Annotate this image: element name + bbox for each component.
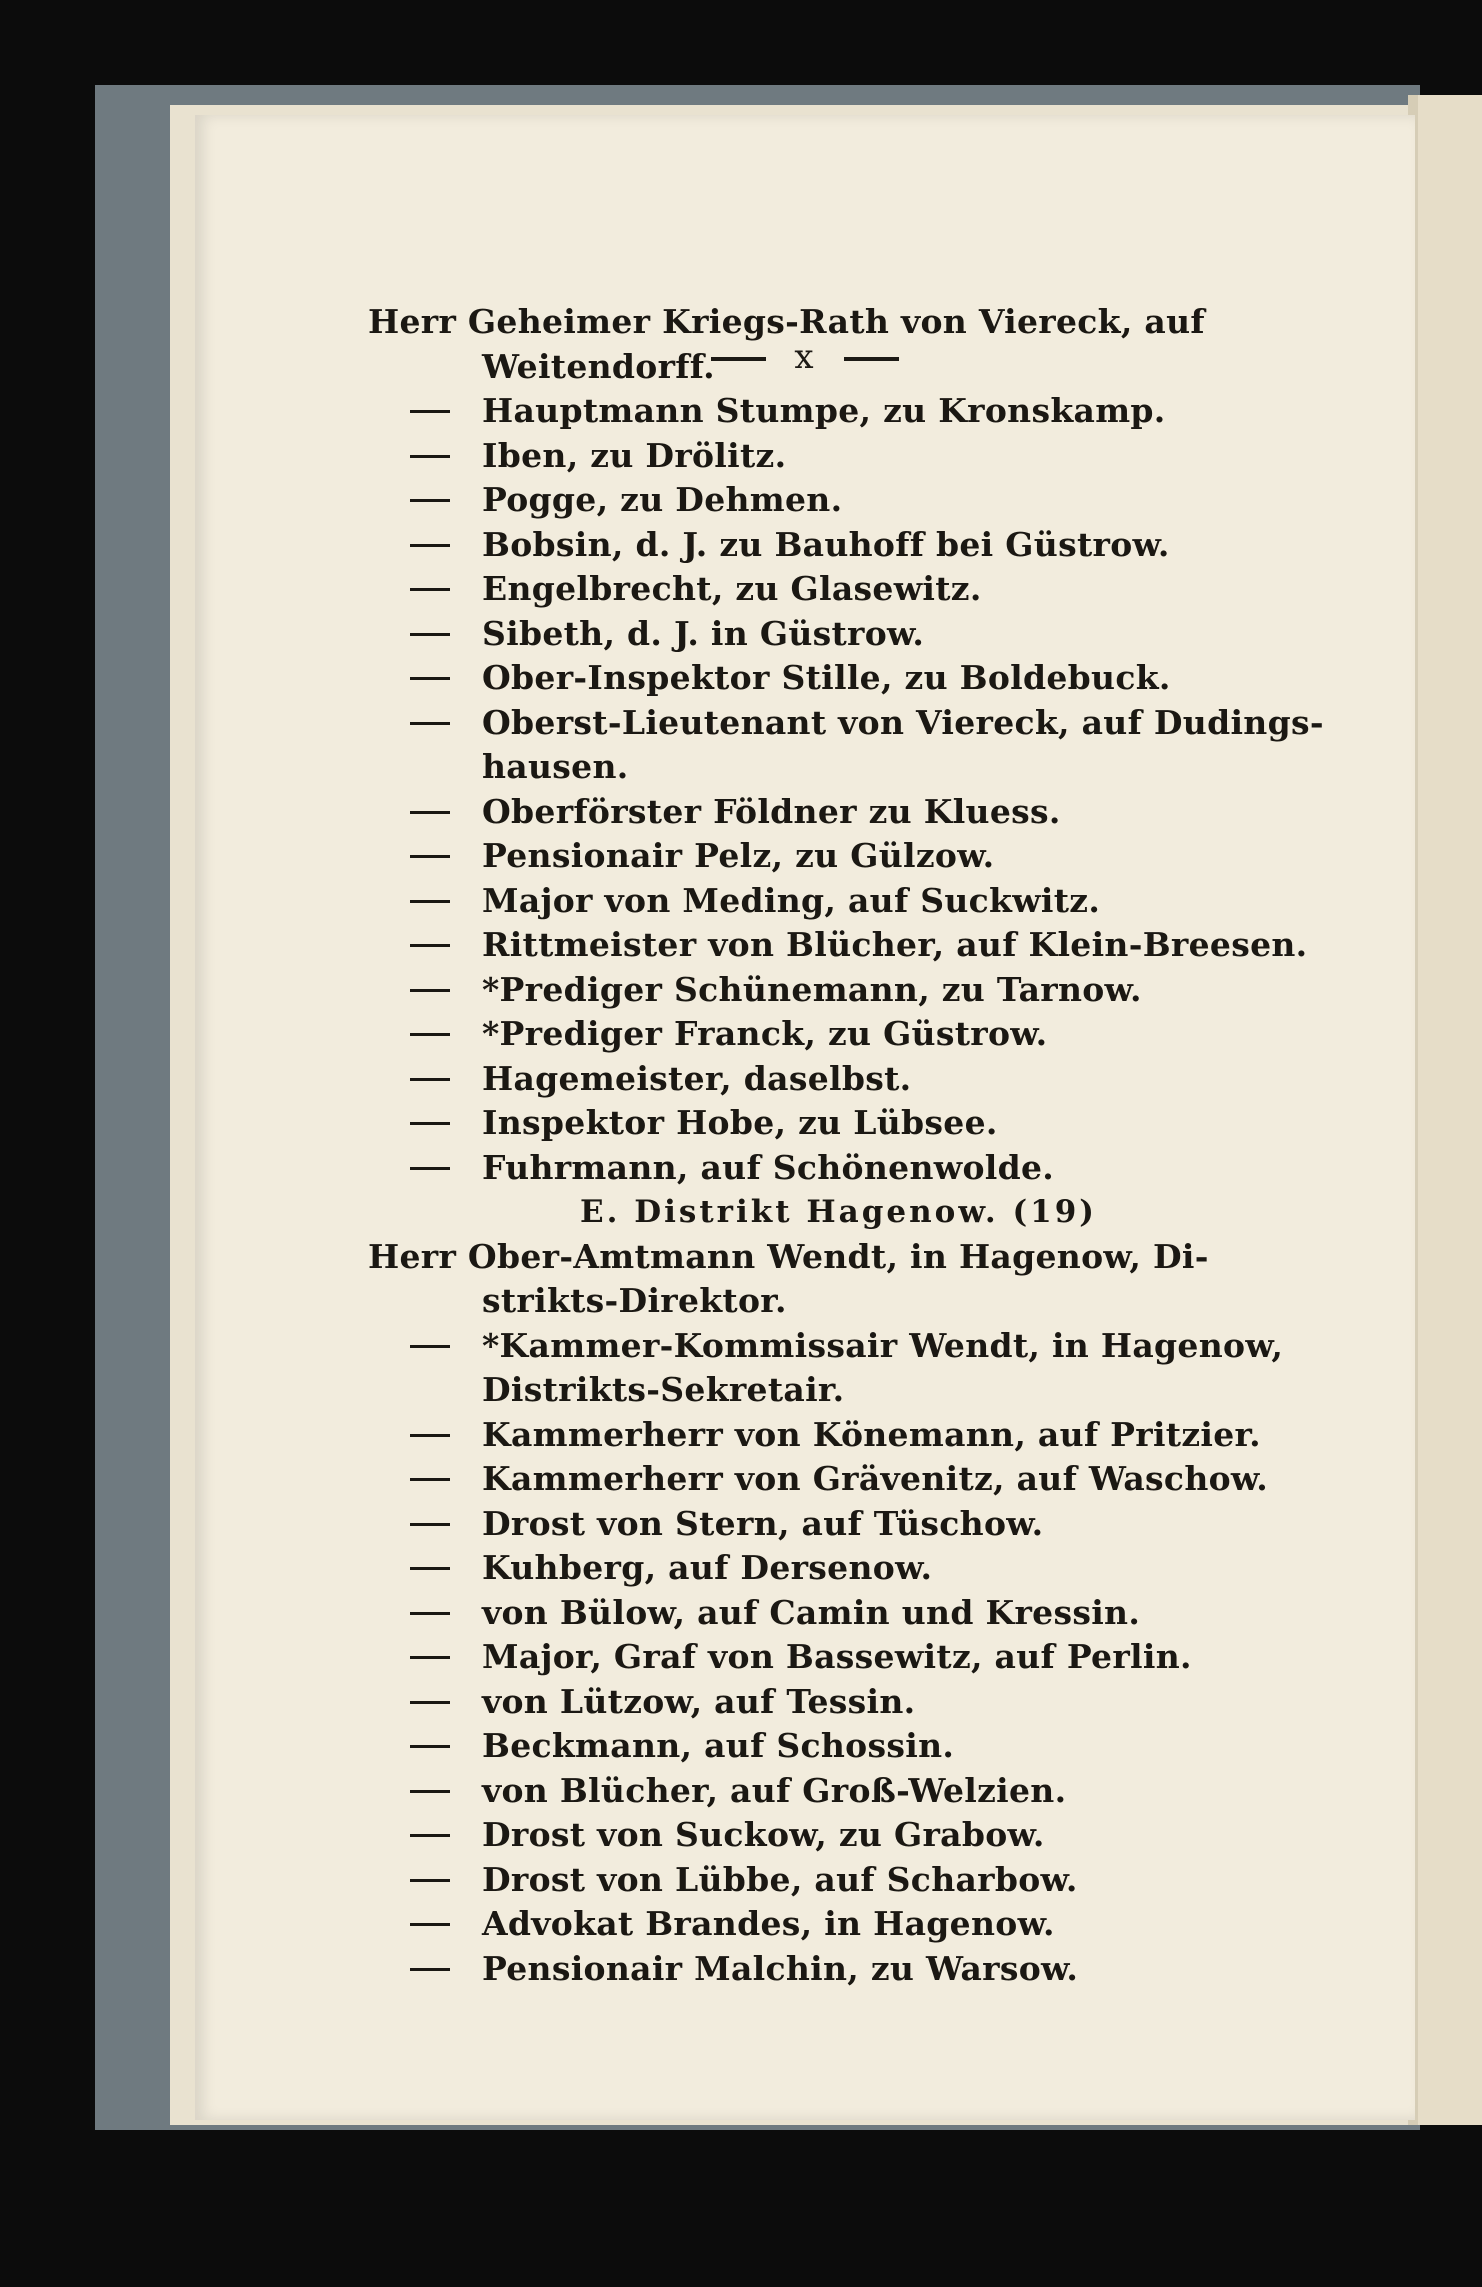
line-text: Pensionair Malchin, zu Warsow.: [482, 1948, 1079, 1988]
list-item: [410, 567, 1310, 612]
list-item: [410, 1413, 1310, 1458]
line-text: *Prediger Schünemann, zu Tarnow.: [482, 969, 1142, 1009]
list-item: [410, 1591, 1310, 1636]
ditto-dash: [410, 1834, 450, 1837]
list-continuation-line: [410, 345, 1310, 390]
ditto-dash: [410, 544, 450, 547]
ditto-dash: [410, 455, 450, 458]
list-item: [410, 1947, 1310, 1992]
list-item: [410, 612, 1310, 657]
line-text: Sibeth, d. J. in Güstrow.: [482, 613, 925, 653]
line-text: Inspektor Hobe, zu Lübsee.: [482, 1103, 998, 1142]
line-text: Hagemeister, daselbst.: [482, 1058, 912, 1098]
member-list: [368, 300, 1324, 1991]
line-text: Herr Geheimer Kriegs-Rath von Viereck, auf: [368, 302, 1205, 341]
list-item: [410, 1146, 1310, 1191]
line-text: Kammerherr von Könemann, auf Pritzier.: [482, 1414, 1261, 1454]
list-item: [410, 1635, 1310, 1680]
facing-page-edge: [1418, 95, 1482, 2125]
ditto-dash: [410, 1879, 450, 1882]
line-text: Kammerherr von Grävenitz, auf Waschow.: [482, 1459, 1269, 1498]
line-text: Engelbrecht, zu Glasewitz.: [482, 569, 982, 608]
list-item: [410, 1546, 1310, 1591]
list-item: [410, 523, 1310, 568]
ditto-dash: [410, 1567, 450, 1570]
ditto-dash: [410, 811, 450, 814]
list-item: [410, 1502, 1310, 1547]
ditto-dash: [410, 944, 450, 947]
ditto-dash: [410, 633, 450, 636]
ditto-dash: [410, 1790, 450, 1793]
ditto-dash: [410, 588, 450, 591]
ditto-dash: [410, 1345, 450, 1348]
line-text: Weitendorff.: [482, 346, 715, 386]
ditto-dash: [410, 1167, 450, 1170]
list-item: [410, 1813, 1310, 1858]
line-text: Fuhrmann, auf Schönenwolde.: [482, 1147, 1055, 1187]
list-item: [410, 1012, 1310, 1057]
ditto-dash: [410, 1745, 450, 1748]
list-item: [410, 1101, 1310, 1146]
list-item: [410, 790, 1310, 835]
line-text: Drost von Lübbe, auf Scharbow.: [482, 1859, 1078, 1899]
list-item: [410, 1902, 1310, 1947]
ditto-dash: [410, 855, 450, 858]
list-continuation-line: [410, 745, 1310, 790]
district-heading: [410, 1190, 1310, 1235]
line-text: Pogge, zu Dehmen.: [482, 480, 843, 519]
line-text: *Kammer-Kommissair Wendt, in Hagenow,: [482, 1325, 1284, 1365]
list-item: [410, 1457, 1310, 1502]
line-text: Advokat Brandes, in Hagenow.: [482, 1904, 1055, 1943]
ditto-dash: [410, 1612, 450, 1615]
ditto-dash: [410, 1656, 450, 1659]
line-text: Bobsin, d. J. zu Bauhoff bei Güstrow.: [482, 524, 1170, 564]
line-text: Kuhberg, auf Dersenow.: [482, 1548, 933, 1587]
line-text: strikts-Direktor.: [482, 1281, 787, 1320]
ditto-dash: [410, 1478, 450, 1481]
ditto-dash: [410, 1122, 450, 1125]
ditto-dash: [410, 677, 450, 680]
list-item: [410, 968, 1310, 1013]
line-text: Beckmann, auf Schossin.: [482, 1726, 955, 1765]
list-item: [410, 1724, 1310, 1769]
list-head-line: [368, 1235, 1310, 1280]
ditto-dash: [410, 1434, 450, 1437]
line-text: Herr Ober-Amtmann Wendt, in Hagenow, Di-: [368, 1236, 1209, 1276]
line-text: *Prediger Franck, zu Güstrow.: [482, 1014, 1048, 1053]
list-item: [410, 923, 1310, 968]
ditto-dash: [410, 499, 450, 502]
list-continuation-line: [410, 1279, 1310, 1324]
line-text: Drost von Suckow, zu Grabow.: [482, 1815, 1045, 1854]
ditto-dash: [410, 410, 450, 413]
line-text: Drost von Stern, auf Tüschow.: [482, 1503, 1044, 1543]
line-text: Ober-Inspektor Stille, zu Boldebuck.: [482, 658, 1171, 697]
line-text: von Bülow, auf Camin und Kressin.: [482, 1592, 1141, 1632]
list-item: [410, 656, 1310, 701]
line-text: Hauptmann Stumpe, zu Kronskamp.: [482, 391, 1166, 430]
line-text: E. Distrikt Hagenow. (19): [580, 1194, 1097, 1230]
list-item: [410, 1680, 1310, 1725]
line-text: von Lützow, auf Tessin.: [482, 1681, 916, 1721]
page-number: x: [794, 337, 816, 377]
list-item: [410, 478, 1310, 523]
line-text: von Blücher, auf Groß-Welzien.: [482, 1770, 1067, 1810]
line-text: hausen.: [482, 747, 629, 786]
ditto-dash: [410, 989, 450, 992]
list-continuation-line: [410, 1368, 1310, 1413]
list-item: [410, 701, 1324, 746]
list-item: [410, 834, 1310, 879]
line-text: Distrikts-Sekretair.: [482, 1370, 845, 1409]
ditto-dash: [410, 1033, 450, 1036]
list-item: [410, 434, 1310, 479]
line-text: Major von Meding, auf Suckwitz.: [482, 880, 1101, 920]
list-item: [410, 1769, 1310, 1814]
line-text: Oberst-Lieutenant von Viereck, auf Dudings-: [482, 702, 1324, 742]
list-item: [410, 1057, 1310, 1102]
ditto-dash: [410, 1523, 450, 1526]
ditto-dash: [410, 1078, 450, 1081]
list-head-line: [368, 300, 1310, 345]
line-text: Major, Graf von Bassewitz, auf Perlin.: [482, 1637, 1192, 1676]
ditto-dash: [410, 1923, 450, 1926]
list-item: [410, 879, 1310, 924]
line-text: Pensionair Pelz, zu Gülzow.: [482, 836, 995, 875]
line-text: Iben, zu Drölitz.: [482, 435, 787, 475]
ditto-dash: [410, 1968, 450, 1971]
list-item: [410, 389, 1310, 434]
list-item: [410, 1858, 1310, 1903]
line-text: Oberförster Földner zu Kluess.: [482, 791, 1061, 831]
list-item: [410, 1324, 1310, 1369]
ditto-dash: [410, 900, 450, 903]
ditto-dash: [410, 1701, 450, 1704]
line-text: Rittmeister von Blücher, auf Klein-Breesen.: [482, 925, 1308, 964]
ditto-dash: [410, 722, 450, 725]
